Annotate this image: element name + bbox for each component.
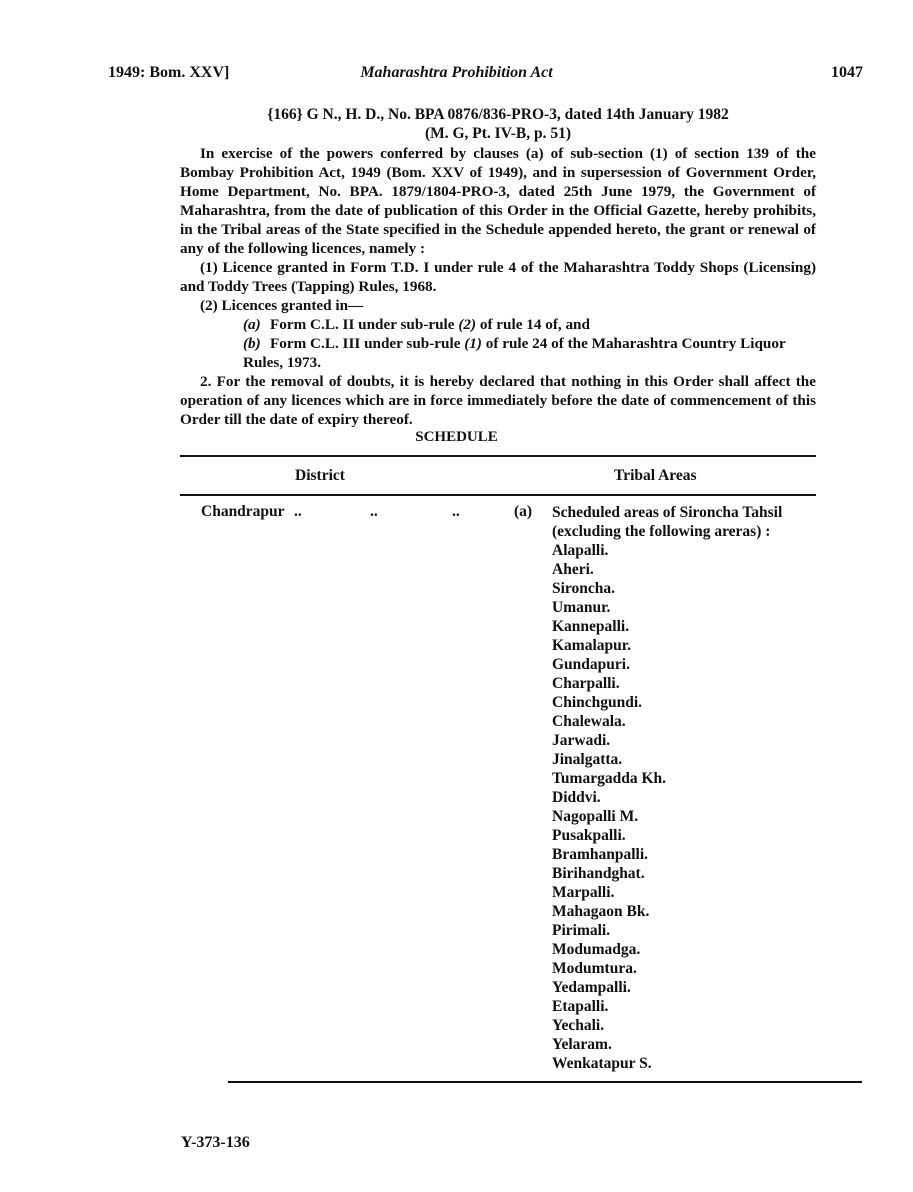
- licence-item-1: (1) Licence granted in Form T.D. I under rule 4 of the Maharashtra Toddy Shops (Licensing) and Toddy Trees (Tapping) Rules, 1968.: [180, 259, 816, 295]
- area-list-item: Chinchgundi.: [552, 694, 643, 711]
- sub-item-b-text-end: of rule 24 of the Maharashtra Country Liquor Rules, 1973.: [243, 335, 786, 371]
- area-list-item: Kannepalli.: [552, 618, 630, 635]
- schedule-header-rule: [180, 494, 816, 496]
- district-name: Chandrapur: [201, 503, 285, 520]
- header-act-title: Maharashtra Prohibition Act: [360, 64, 553, 81]
- area-list-item: Yedampalli.: [552, 979, 631, 996]
- area-list-item: Aheri.: [552, 561, 594, 578]
- area-list-item: Tumargadda Kh.: [552, 770, 666, 787]
- area-list-item: Pusakpalli.: [552, 827, 626, 844]
- area-list-item: Umanur.: [552, 599, 611, 616]
- notification-number: {166} G N., H. D., No. BPA 0876/836-PRO-3, dated 14th January 1982: [267, 106, 729, 123]
- column-header-district: District: [295, 467, 345, 484]
- header-act-reference: 1949: Bom. XXV]: [108, 64, 230, 81]
- area-list-item: Marpalli.: [552, 884, 615, 901]
- schedule-bottom-rule: [228, 1081, 862, 1083]
- area-list-item: Bramhanpalli.: [552, 846, 649, 863]
- sub-item-b: [243, 334, 816, 372]
- area-list-item: Wenkatapur S.: [552, 1055, 652, 1072]
- sub-item-a: [243, 315, 816, 334]
- area-list-item: Birihandghat.: [552, 865, 645, 882]
- schedule-title: SCHEDULE: [415, 429, 498, 445]
- area-list-item: Yechali.: [552, 1017, 605, 1034]
- excluded-areas-list: [552, 541, 666, 1073]
- area-list-item: Jarwadi.: [552, 732, 611, 749]
- area-list-item: Nagopalli M.: [552, 808, 639, 825]
- page-number: 1047: [831, 64, 863, 81]
- leader-dots: ..: [294, 503, 302, 520]
- area-list-item: Pirimali.: [552, 922, 611, 939]
- area-list-item: Modumtura.: [552, 960, 637, 977]
- area-list-item: Alapalli.: [552, 542, 609, 559]
- footer-code: Y-373-136: [181, 1134, 250, 1151]
- sub-item-a-text: Form C.L. II under sub-rule: [270, 316, 459, 333]
- area-list-item: Charpalli.: [552, 675, 620, 692]
- order-paragraph-2: 2. For the removal of doubts, it is hereby declared that nothing in this Order shall affect the operation of any licences which are in force immediately before the date of commencement of this Order till the date of expiry thereof.: [180, 373, 816, 428]
- order-paragraph-1: In exercise of the powers conferred by clauses (a) of sub-section (1) of section 139 of the Bombay Prohibition Act, 1949 (Bom. XXV of 1949), and in supersession of Government Order, Home Department, No. BPA. 1879/1804-PRO-3, dated 25th June 1979, the Government of Maharashtra, from the date of publication of this Order in the Official Gazette, hereby prohibits, in the Tribal areas of the State specified in the Schedule appended hereto, the grant or renewal of any of the following licences, namely :: [180, 145, 816, 257]
- sub-item-b-text: Form C.L. III under sub-rule: [270, 335, 465, 352]
- column-header-tribal-areas: Tribal Areas: [614, 467, 697, 484]
- area-list-item: Chalewala.: [552, 713, 626, 730]
- area-list-item: Gundapuri.: [552, 656, 630, 673]
- area-list-item: Mahagaon Bk.: [552, 903, 650, 920]
- gazette-reference: (M. G, Pt. IV-B, p. 51): [424, 125, 572, 142]
- area-list-item: Sironcha.: [552, 580, 616, 597]
- sub-item-a-ref: (2): [458, 316, 477, 333]
- area-list-item: Yelaram.: [552, 1036, 612, 1053]
- area-list-item: Kamalapur.: [552, 637, 632, 654]
- schedule-top-rule: [180, 455, 816, 457]
- sub-item-b-ref: (1): [464, 335, 482, 352]
- area-description: Scheduled areas of Sironcha Tahsil (excluding the following areras) :: [552, 504, 783, 540]
- area-item-label: (a): [514, 503, 533, 520]
- sub-item-a-label: (a): [243, 316, 261, 333]
- area-list-item: Etapalli.: [552, 998, 609, 1015]
- sub-item-b-label: (b): [243, 335, 261, 352]
- area-list-item: Diddvi.: [552, 789, 601, 806]
- area-list-item: Modumadga.: [552, 941, 641, 958]
- leader-dots: ..: [370, 503, 378, 520]
- area-list-item: Jinalgatta.: [552, 751, 623, 768]
- leader-dots: ..: [452, 503, 460, 520]
- licence-item-2: (2) Licences granted in—: [200, 297, 364, 314]
- sub-item-a-text-end: of rule 14 of, and: [476, 316, 590, 333]
